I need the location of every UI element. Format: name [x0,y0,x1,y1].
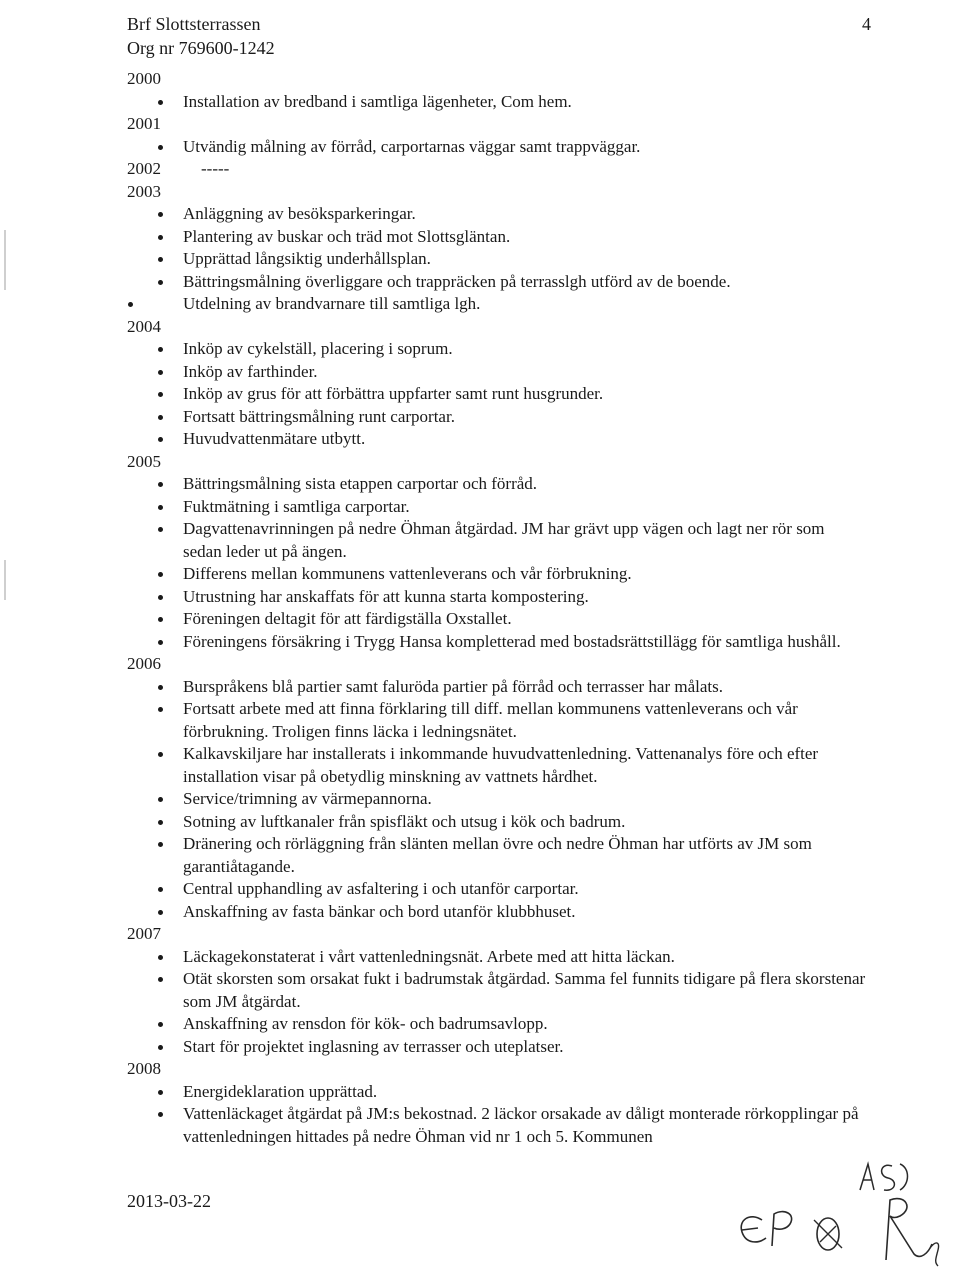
list-item: Vattenläckaget åtgärdat på JM:s bekostnad. 2 läckor orsakade av dåligt monterade rörkopplingar på vattenledningen hittades på nedre Öhman vid nr 1 och 5. Kommunen [127,1103,867,1148]
empty-year-dashes: ----- [201,159,230,178]
item-list [127,203,867,316]
year-heading: 2001 [127,114,161,133]
year-heading: 2004 [127,316,161,336]
list-item: Inköp av cykelställ, placering i soprum. [127,338,867,361]
list-item: Service/trimning av värmepannorna. [127,788,867,811]
year-heading: 2008 [127,1059,161,1078]
year-section [127,923,867,1058]
year-heading: 2003 [127,181,161,201]
list-item: Bättringsmålning överliggare och trappräcken på terrasslgh utförd av de boende. [127,271,867,294]
list-item: Otät skorsten som orsakat fukt i badrumstak åtgärdad. Samma fel funnits tidigare på flera skorstenar som JM åtgärdat. [127,968,867,1013]
document-header [127,12,275,60]
item-list [127,1081,867,1149]
list-item: Dränering och rörläggning från slänten mellan övre och nedre Öhman har utförts av JM som garantiåtagande. [127,833,867,878]
year-section [127,451,867,654]
year-heading: 2006 [127,654,161,673]
item-list [127,473,867,653]
year-section [127,158,867,181]
list-item: Fuktmätning i samtliga carportar. [127,496,867,519]
list-item: Huvudvattenmätare utbytt. [127,428,867,451]
page-number: 4 [862,14,871,34]
list-item: Utrustning har anskaffats för att kunna starta kompostering. [127,586,867,609]
maintenance-history [127,68,867,1148]
item-list [127,946,867,1059]
year-section [127,113,867,158]
year-heading: 2005 [127,451,161,471]
list-item: Start för projektet inglasning av terrasser och uteplatser. [127,1036,867,1059]
list-item: Utdelning av brandvarnare till samtliga lgh. [127,293,867,316]
list-item: Upprättad långsiktig underhållsplan. [127,248,867,271]
list-item: Föreningens försäkring i Trygg Hansa kompletterad med bostadsrättstillägg för samtliga hushåll. [127,631,867,654]
list-item: Burspråkens blå partier samt faluröda partier på förråd och terrasser har målats. [127,676,867,699]
list-item: Fortsatt bättringsmålning runt carportar. [127,406,867,429]
item-list [127,136,867,159]
list-item: Sotning av luftkanaler från spisfläkt och utsug i kök och badrum. [127,811,867,834]
list-item: Differens mellan kommunens vattenleverans och vår förbrukning. [127,563,867,586]
item-list [127,91,867,114]
year-section [127,181,867,316]
list-item: Plantering av buskar och träd mot Slottsgläntan. [127,226,867,249]
org-number: Org nr 769600-1242 [127,38,275,58]
list-item: Utvändig målning av förråd, carportarnas väggar samt trappväggar. [127,136,867,159]
year-heading: 2007 [127,924,161,943]
list-item: Installation av bredband i samtliga lägenheter, Com hem. [127,91,867,114]
list-item: Inköp av farthinder. [127,361,867,384]
list-item: Anläggning av besöksparkeringar. [127,203,867,226]
footer-date: 2013-03-22 [127,1191,211,1211]
list-item: Central upphandling av asfaltering i och utanför carportar. [127,878,867,901]
year-section [127,316,867,451]
item-list [127,676,867,924]
scan-margin-mark [4,230,6,290]
association-name: Brf Slottsterrassen [127,14,261,34]
list-item: Bättringsmålning sista etappen carportar och förråd. [127,473,867,496]
year-heading: 2002 [127,159,161,178]
list-item: Inköp av grus för att förbättra uppfarter samt runt husgrunder. [127,383,867,406]
handwritten-initials [700,1150,960,1270]
list-item: Anskaffning av rensdon för kök- och badrumsavlopp. [127,1013,867,1036]
list-item: Energideklaration upprättad. [127,1081,867,1104]
list-item: Dagvattenavrinningen på nedre Öhman åtgärdad. JM har grävt upp vägen och lagt ner rör som sedan leder ut på ängen. [127,518,867,563]
list-item: Läckagekonstaterat i vårt vattenledningsnät. Arbete med att hitta läckan. [127,946,867,969]
year-heading: 2000 [127,69,161,88]
scan-margin-mark [4,560,6,600]
item-list [127,338,867,451]
list-item: Anskaffning av fasta bänkar och bord utanför klubbhuset. [127,901,867,924]
list-item: Fortsatt arbete med att finna förklaring till diff. mellan kommunens vattenleverans och vår förbrukning. Troligen finns läcka i ledningsnätet. [127,698,867,743]
list-item: Föreningen deltagit för att färdigställa Oxstallet. [127,608,867,631]
year-section [127,1058,867,1148]
year-section [127,653,867,923]
year-section [127,68,867,113]
list-item: Kalkavskiljare har installerats i inkommande huvudvattenledning. Vattenanalys före och efter installation visar på obetydlig minskning av vattnets hårdhet. [127,743,867,788]
